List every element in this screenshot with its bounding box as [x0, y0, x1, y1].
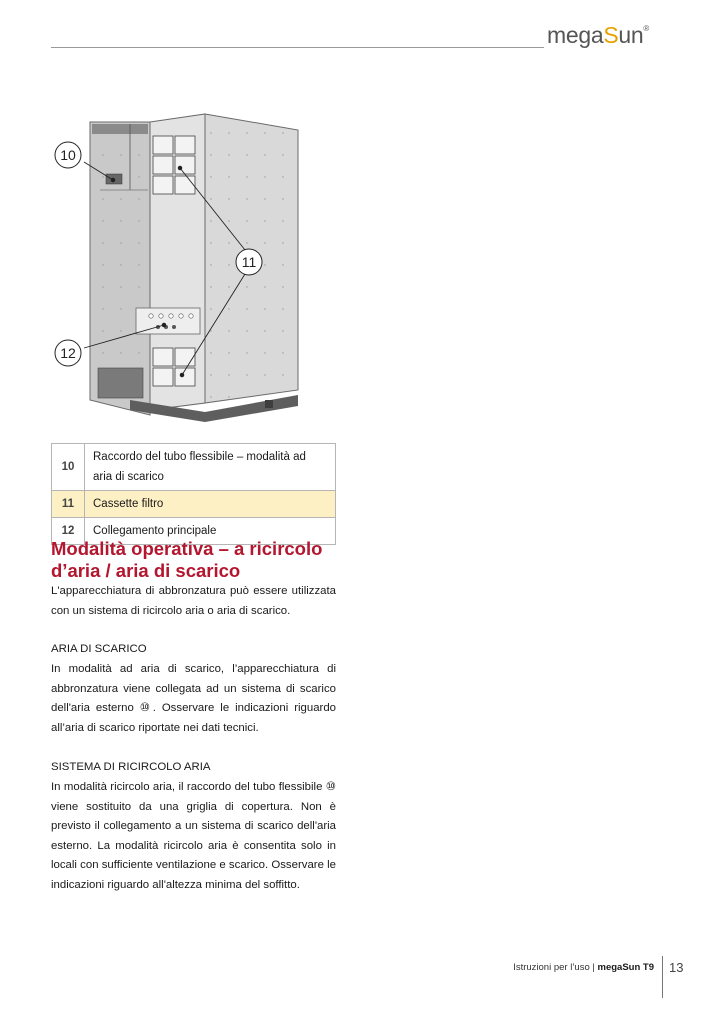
legend-number: 10 — [52, 444, 85, 491]
legend-row-highlighted — [52, 491, 336, 518]
device-illustration — [40, 100, 340, 430]
footer-label: Istruzioni per l’uso | megaSun T9 — [513, 962, 654, 973]
exhaust-air-paragraph: In modalità ad aria di scarico, l’apparecchiatura di abbronzatura viene collegata ad un sistema di scarico dell'aria esterno ⑩. Osservare le indicazioni riguardo all’aria di scarico riportate nei dati tecnici. — [51, 663, 336, 734]
legend-text: Collegamento principale — [85, 518, 336, 545]
brand-logo: megaSun® — [547, 22, 649, 48]
header-rule — [51, 47, 544, 48]
legend-text: Cassette filtro — [85, 491, 336, 518]
recirculation-paragraph: In modalità ricircolo aria, il raccordo del tubo flessibile ⑩ viene sostituito da una griglia di copertura. Non è previsto il collegamento a un sistema di scarico dell'aria esterno. La modalità ricircolo aria è consentita solo in locali con sufficiente ventilazione e scarico. Osservare le indicazioni riguardo all'altezza minima del soffitto. — [51, 781, 336, 891]
footer-divider — [662, 956, 663, 998]
section-title: Modalità operativa – a ricircolo d’aria / aria di scarico — [51, 538, 323, 581]
legend-text: Raccordo del tubo flessibile – modalità ad aria di scarico — [85, 444, 336, 491]
page-number: 13 — [669, 960, 684, 975]
subheading-exhaust-air: ARIA DI SCARICO — [51, 643, 147, 655]
legend-table — [51, 443, 336, 545]
callout-10: 10 — [60, 147, 76, 163]
subheading-recirculation: SISTEMA DI RICIRCOLO ARIA — [51, 761, 211, 773]
legend-number: 12 — [52, 518, 85, 545]
legend-number: 11 — [52, 491, 85, 518]
legend-row — [52, 444, 336, 491]
callout-12: 12 — [60, 345, 76, 361]
callout-11: 11 — [241, 254, 257, 270]
intro-paragraph: L'apparecchiatura di abbronzatura può essere utilizzata con un sistema di ricircolo aria o aria di scarico. — [51, 585, 336, 617]
